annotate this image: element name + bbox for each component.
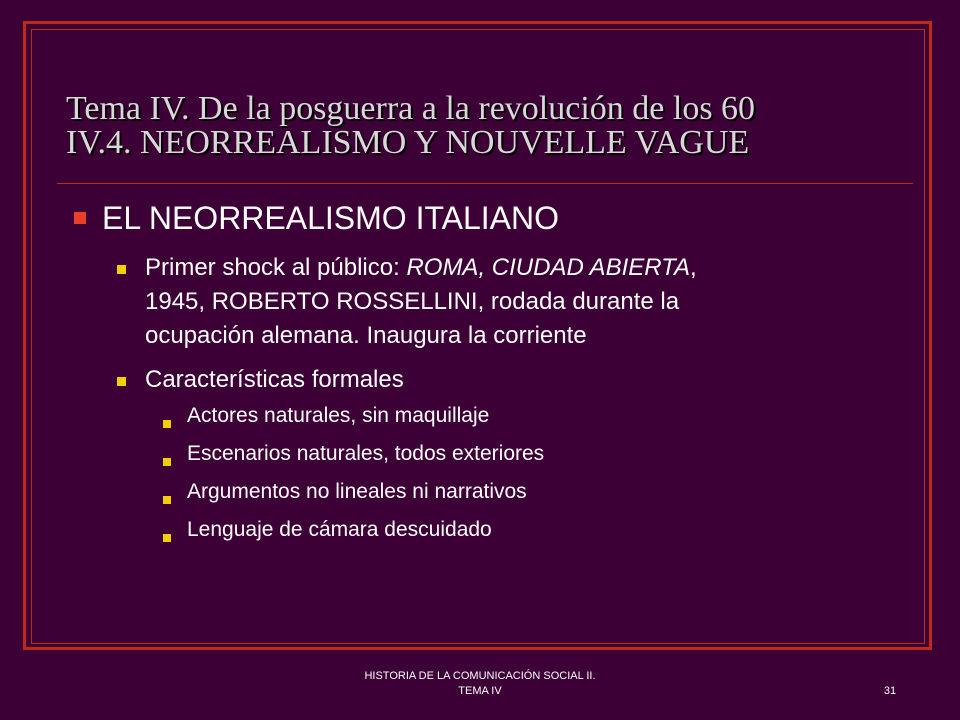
square-bullet-icon [163,496,171,504]
title-divider [57,183,913,184]
slide-footer [240,669,720,699]
footer-line-1: HISTORIA DE LA COMUNICACIÓN SOCIAL II. [364,670,596,682]
square-bullet-icon [117,265,126,274]
title-line-1: Tema IV. De la posguerra a la revolución de los 60 [66,90,756,127]
point-1-line-3: ocupación alemana. Inaugura la corriente [145,322,587,349]
point-1-prefix: Primer shock al público: [145,254,407,281]
slide-title [66,92,896,160]
feature-item: Lenguaje de cámara descuidado [187,518,492,541]
square-bullet-icon [163,458,171,466]
point-1-line-1 [145,250,697,286]
point-2: Características formales [145,366,404,393]
feature-item: Escenarios naturales, todos exteriores [187,442,545,465]
section-heading: EL NEORREALISMO ITALIANO [102,200,559,236]
page-number: 31 [883,685,897,697]
feature-item: Argumentos no lineales ni narrativos [187,480,527,503]
title-line-2: IV.4. NEORREALISMO Y NOUVELLE VAGUE [66,124,750,161]
footer-line-2: TEMA IV [458,685,502,697]
feature-item: Actores naturales, sin maquillaje [187,404,490,427]
square-bullet-icon [117,377,126,386]
point-1-line-2: 1945, ROBERTO ROSSELLINI, rodada durante la [145,288,680,315]
point-1-suffix: , [690,254,697,281]
film-title: ROMA, CIUDAD ABIERTA [406,254,691,281]
square-bullet-icon [163,534,171,542]
square-bullet-icon [163,420,171,428]
square-bullet-icon [74,212,86,224]
